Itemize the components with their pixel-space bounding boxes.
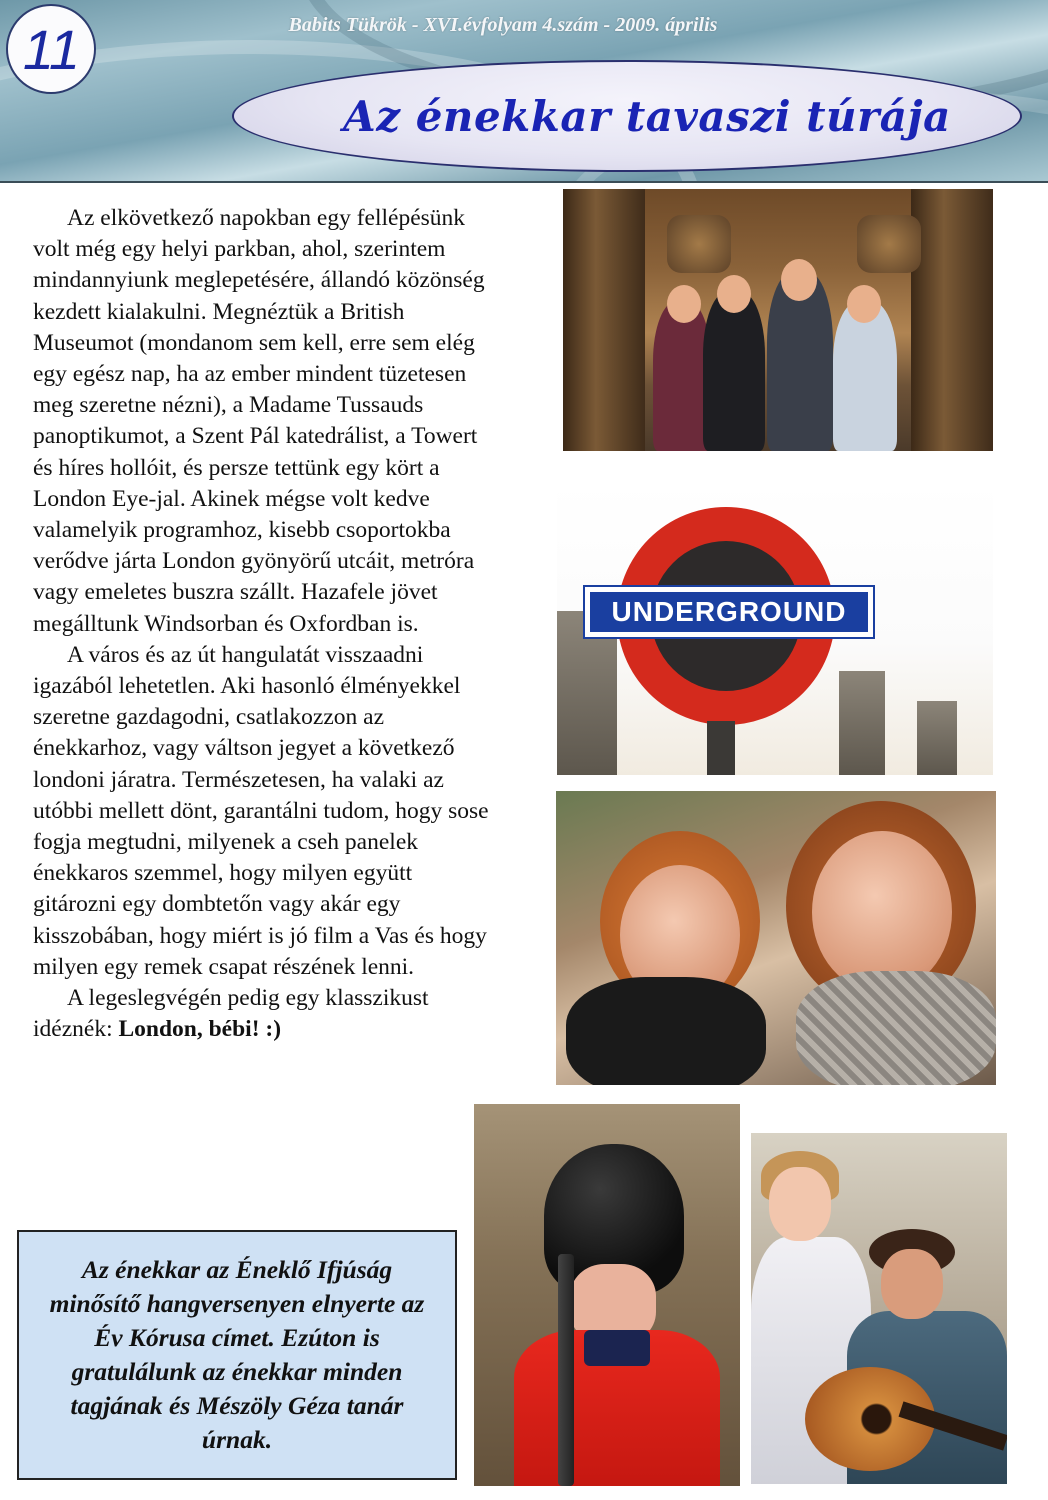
person-figure xyxy=(703,291,765,451)
group-photo xyxy=(563,189,993,451)
title-oval xyxy=(232,60,1022,172)
queens-guard-photo xyxy=(474,1104,740,1486)
issue-line: Babits Tükrök - XVI.évfolyam 4.szám - 2009. április xyxy=(288,14,718,36)
underground-sign-text: UNDERGROUND xyxy=(611,596,847,627)
sign-pole xyxy=(707,721,735,775)
article-paragraph: A város és az út hangulatát visszaadni igazából lehetetlen. Aki hasonló élményekkel szeretne gazdagodni, csatlakozzon az énekkarhoz, vagy váltson jegyet a következő londoni járatra. Természetesen, ha valaki az utóbbi mellett dönt, garantálni tudom, hogy sose fogja megtudni, milyenek a cseh panelek énekkaros szemmel, hogy milyen együtt gitározni egy dombtetőn vagy akár egy kisszobában, hogy miért is jó film a Vas és hogy milyen egy remek csapat részének lenni. xyxy=(33,641,489,980)
article-title: Az énekkar tavaszi túrája xyxy=(343,91,951,141)
article-paragraph: Az elkövetkező napokban egy fellépésünk volt még egy helyi parkban, ahol, szerintem mindannyiunk meglepetésére, állandó közönség kezdett kialakulni. Megnéztük a British Museumot (mondanom sem kell, erre sem elég egy egész nap, ha az ember mindent tüzetesen meg szeretne nézni), a Madame Tussauds panoptikumot, a Szent Pál katedrálist, a Towert és híres hollóit, és persze tettünk egy kört a London Eye-jal. Akinek mégse volt kedve valamelyik programhoz, kisebb csoportokba verődve járta London gyönyörű utcáit, metróra vagy emeletes buszra szállt. Hazafele jövet megálltunk Windsorban és Oxfordban is. xyxy=(33,205,485,637)
page-number: 11 xyxy=(22,17,80,81)
guitar-photo xyxy=(751,1133,1007,1484)
tunic-collar xyxy=(584,1330,650,1366)
person-head xyxy=(717,275,751,313)
face xyxy=(881,1249,943,1319)
person-head xyxy=(667,285,701,323)
article-body xyxy=(33,203,495,1045)
person-figure xyxy=(833,301,897,451)
face xyxy=(769,1167,831,1241)
scarf xyxy=(796,971,996,1085)
stone-arch xyxy=(563,189,645,451)
page-header xyxy=(0,0,1048,183)
tower-silhouette xyxy=(839,671,885,775)
person-head xyxy=(847,285,881,323)
page-number-badge xyxy=(6,4,96,94)
stone-arch xyxy=(911,189,993,451)
roundel-bar xyxy=(585,587,873,637)
closing-quote: London, bébi! :) xyxy=(118,1016,282,1043)
face xyxy=(812,831,952,993)
closing-intro: A legeslegvégén pedig egy klasszikust idéznék: xyxy=(33,985,429,1043)
tower-silhouette xyxy=(917,701,957,775)
scarf xyxy=(566,977,766,1085)
person-head xyxy=(781,259,817,301)
rifle xyxy=(558,1254,574,1486)
article-closing-paragraph xyxy=(33,983,495,1045)
award-callout-text: Az énekkar az Éneklő Ifjúság minősítő hangversenyen elnyerte az Év Kórusa címet. Ezúton is gratulálunk az énekkar minden tagjának és Mészöly Géza tanár úrnak. xyxy=(49,1255,425,1454)
smiling-girls-photo xyxy=(556,791,996,1085)
stone-carving xyxy=(667,215,731,273)
award-callout-box xyxy=(17,1230,457,1480)
stone-carving xyxy=(857,215,921,273)
underground-sign-photo xyxy=(557,481,993,775)
